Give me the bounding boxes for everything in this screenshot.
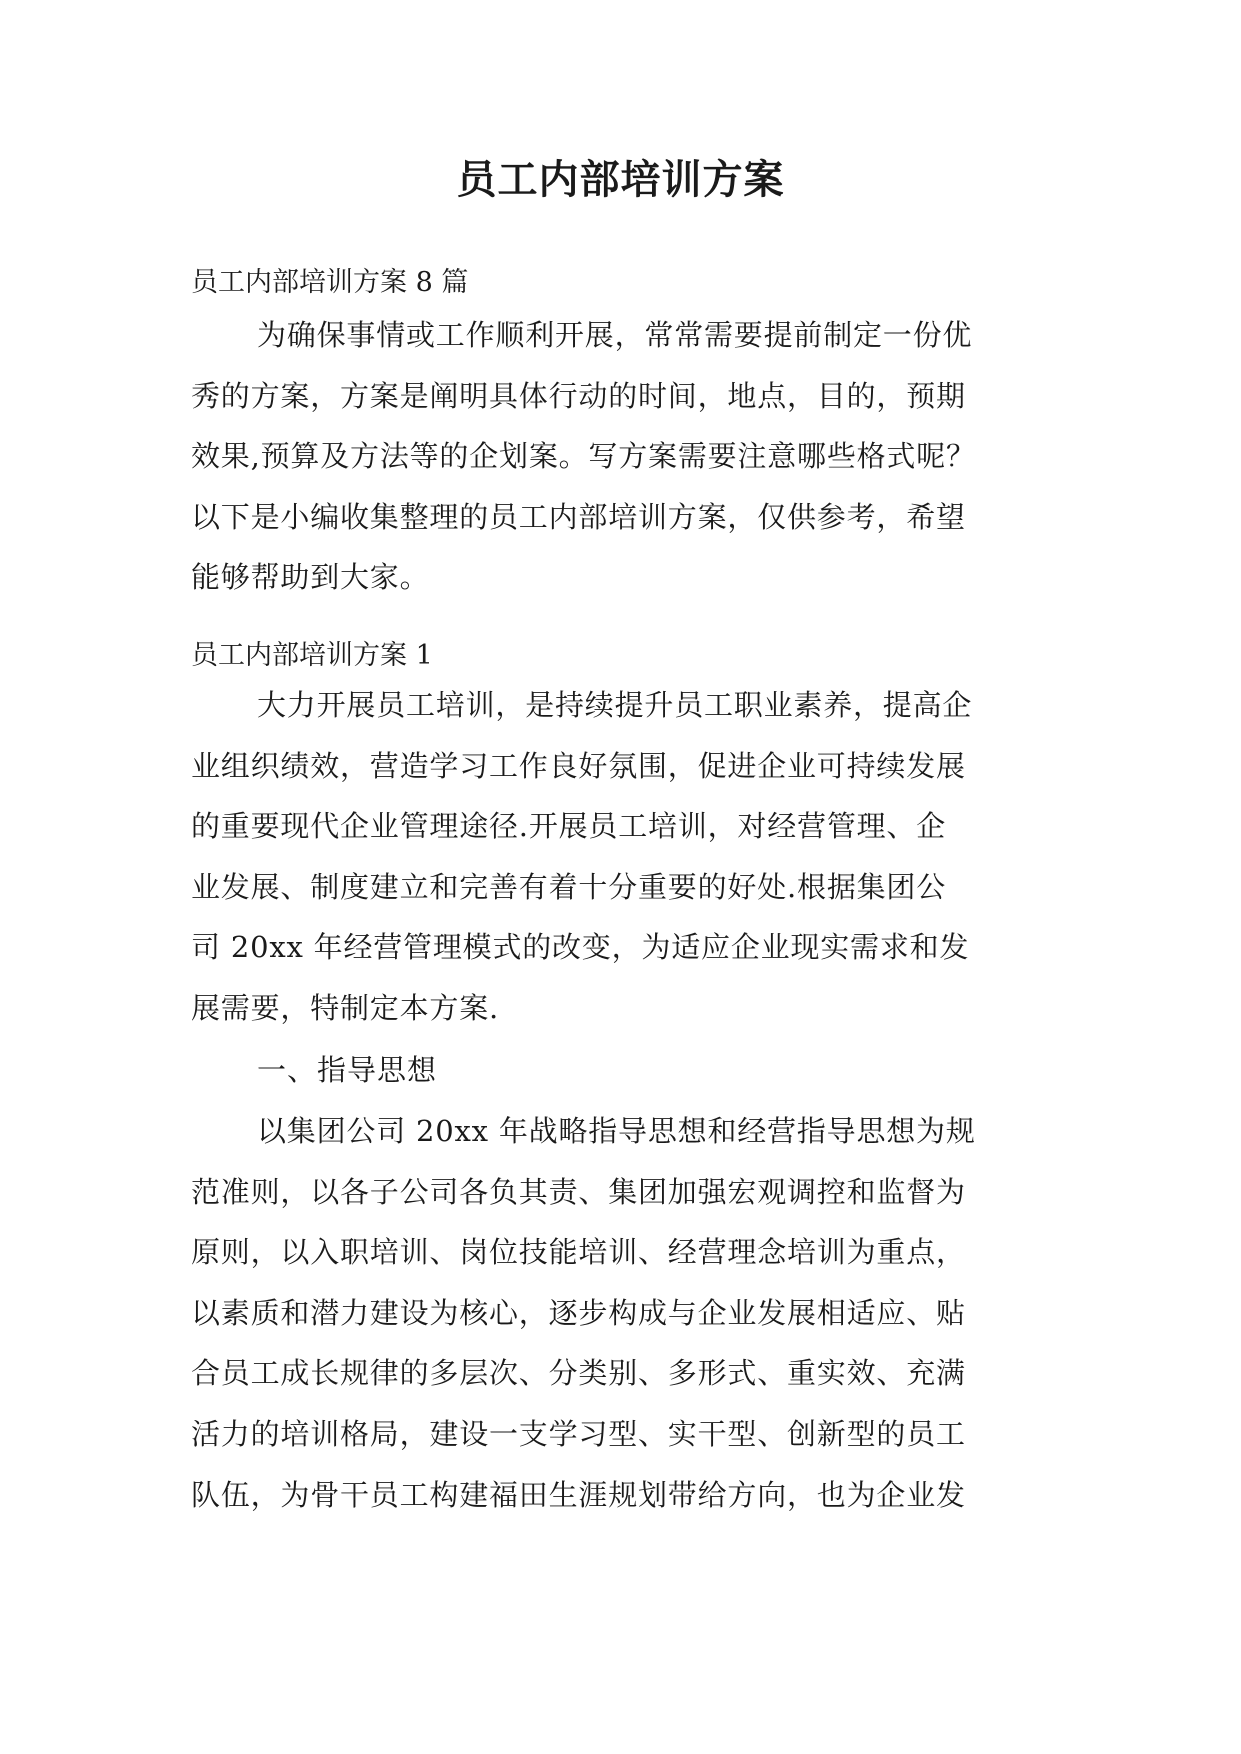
guiding-heading: 一、指导思想 bbox=[257, 1053, 438, 1087]
guiding-line: 以素质和潜力建设为核心，逐步构成与企业发展相适应、贴 bbox=[191, 1295, 966, 1330]
guiding-line: 范准则，以各子公司各负其责、集团加强宏观调控和监督为 bbox=[191, 1174, 966, 1209]
guiding-line: 活力的培训格局，建设一支学习型、实干型、创新型的员工 bbox=[191, 1416, 966, 1451]
section1-line: 业发展、制度建立和完善有着十分重要的好处.根据集团公 bbox=[191, 869, 947, 904]
intro-line: 为确保事情或工作顺利开展，常常需要提前制定一份优 bbox=[257, 318, 973, 352]
section1-line: 司 20xx 年经营管理模式的改变，为适应企业现实需求和发 bbox=[191, 930, 970, 965]
section1-line: 业组织绩效，营造学习工作良好氛围，促进企业可持续发展 bbox=[191, 748, 966, 783]
section1-label: 员工内部培训方案 1 bbox=[191, 640, 433, 671]
section1-line: 大力开展员工培训，是持续提升员工职业素养，提高企 bbox=[257, 688, 973, 722]
intro-line: 以下是小编收集整理的员工内部培训方案，仅供参考，希望 bbox=[191, 499, 966, 534]
guiding-line: 以集团公司 20xx 年战略指导思想和经营指导思想为规 bbox=[257, 1114, 976, 1148]
section1-line: 的重要现代企业管理途径.开展员工培训，对经营管理、企 bbox=[191, 809, 947, 844]
guiding-line: 原则，以入职培训、岗位技能培训、经营理念培训为重点， bbox=[191, 1235, 966, 1270]
guiding-line: 合员工成长规律的多层次、分类别、多形式、重实效、充满 bbox=[191, 1356, 966, 1391]
section1-paragraph bbox=[191, 675, 1051, 1039]
document-subtitle: 员工内部培训方案 8 篇 bbox=[191, 267, 469, 298]
intro-line: 秀的方案，方案是阐明具体行动的时间，地点，目的，预期 bbox=[191, 378, 966, 413]
intro-line: 效果,预算及方法等的企划案。写方案需要注意哪些格式呢？ bbox=[191, 439, 976, 474]
intro-paragraph bbox=[191, 305, 1051, 608]
guiding-line: 队伍，为骨干员工构建福田生涯规划带给方向，也为企业发 bbox=[191, 1477, 966, 1512]
guiding-paragraph bbox=[191, 1101, 1051, 1525]
intro-line: 能够帮助到大家。 bbox=[191, 560, 430, 595]
section1-line: 展需要，特制定本方案. bbox=[191, 990, 500, 1025]
page-title: 员工内部培训方案 bbox=[456, 157, 785, 203]
